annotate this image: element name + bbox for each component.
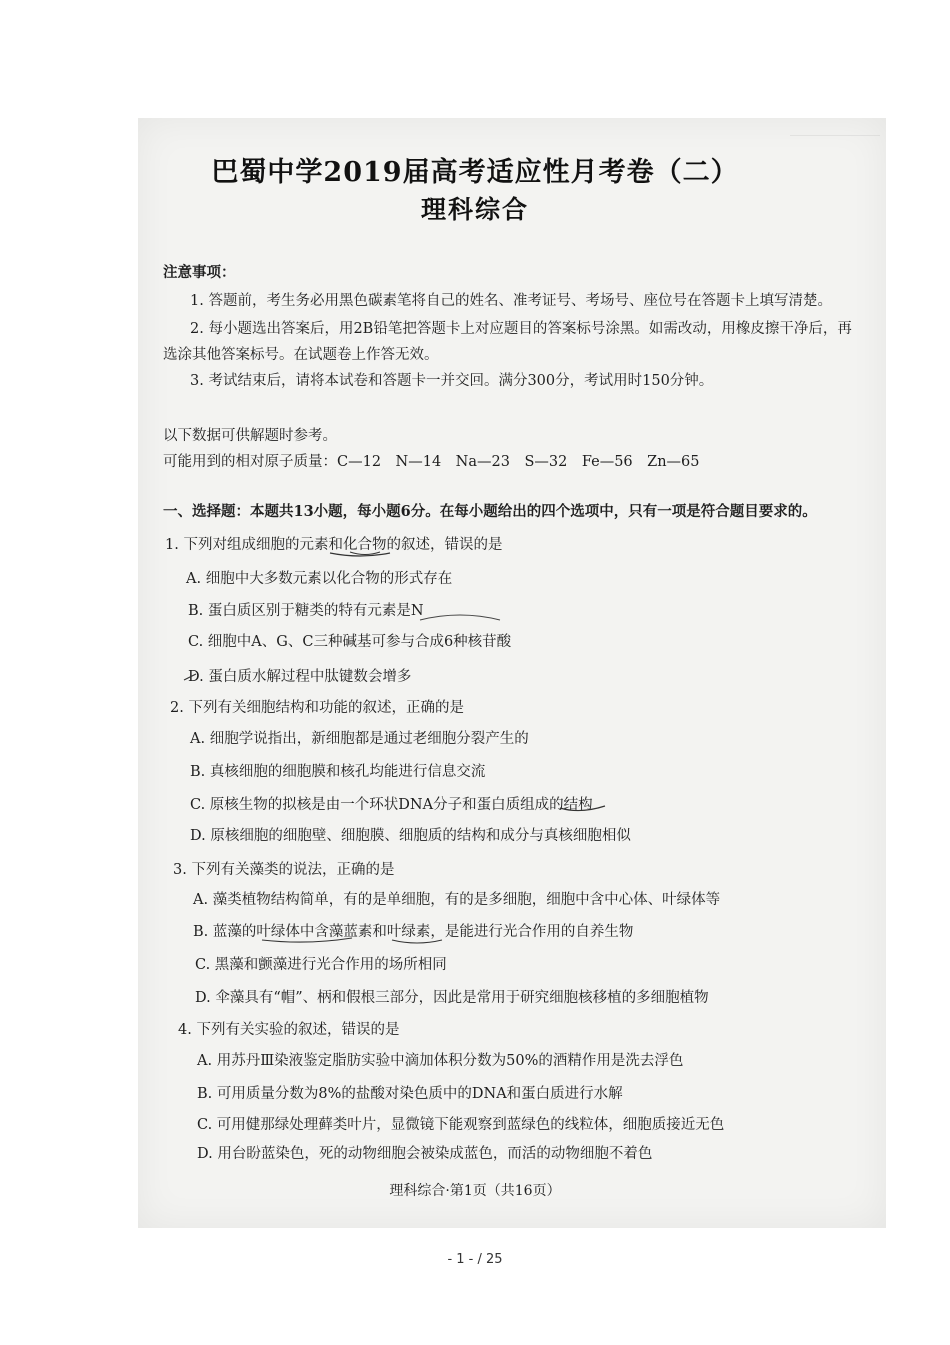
question-2-option-b: B. 真核细胞的细胞膜和核孔均能进行信息交流 (190, 764, 486, 780)
question-4-stem: 4. 下列有关实验的叙述，错误的是 (178, 1022, 400, 1038)
section-heading: 一、选择题：本题共13小题，每小题6分。在每小题给出的四个选项中，只有一项是符合题目要求的。 (163, 503, 817, 520)
exam-subtitle: 理科综合 (420, 195, 529, 224)
question-3-option-c: C. 黑藻和颤藻进行光合作用的场所相同 (195, 957, 447, 973)
exam-page-footer: 理科综合·第1页（共16页） (389, 1183, 561, 1199)
question-2-option-a: A. 细胞学说指出，新细胞都是通过老细胞分裂产生的 (190, 731, 529, 747)
reference-intro: 以下数据可供解题时参考。 (163, 428, 337, 444)
question-4-option-c: C. 可用健那绿处理藓类叶片，显微镜下能观察到蓝绿色的线粒体，细胞质接近无色 (197, 1117, 725, 1133)
question-1-option-b: B. 蛋白质区别于糖类的特有元素是N (188, 603, 424, 619)
notice-item-2-cont: 选涂其他答案标号。在试题卷上作答无效。 (163, 347, 439, 363)
notice-heading: 注意事项： (163, 264, 236, 281)
question-3-option-a: A. 藻类植物结构简单，有的是单细胞，有的是多细胞，细胞中含中心体、叶绿体等 (193, 892, 721, 908)
question-1-stem: 1. 下列对组成细胞的元素和化合物的叙述，错误的是 (165, 537, 503, 553)
notice-item-2: 2. 每小题选出答案后，用2B铅笔把答题卡上对应题目的答案标号涂黑。如需改动，用橡皮擦干净后，再 (190, 321, 852, 337)
notice-item-3: 3. 考试结束后，请将本试卷和答题卡一并交回。满分300分，考试用时150分钟。 (190, 373, 714, 389)
atomic-masses: 可能用到的相对原子质量：C—12 N—14 Na—23 S—32 Fe—56 Zn—65 (163, 454, 700, 470)
question-2-stem: 2. 下列有关细胞结构和功能的叙述，正确的是 (170, 700, 464, 716)
question-3-option-b: B. 蓝藻的叶绿体中含藻蓝素和叶绿素，是能进行光合作用的自养生物 (193, 924, 634, 940)
notice-item-1: 1. 答题前，考生务必用黑色碳素笔将自己的姓名、准考证号、考场号、座位号在答题卡上填写清楚。 (190, 293, 832, 309)
question-2-option-c: C. 原核生物的拟核是由一个环状DNA分子和蛋白质组成的结构 (190, 797, 593, 813)
question-4-option-a: A. 用苏丹Ⅲ染液鉴定脂肪实验中滴加体积分数为50%的酒精作用是洗去浮色 (197, 1053, 684, 1069)
question-3-stem: 3. 下列有关藻类的说法，正确的是 (173, 862, 395, 878)
document-page-number: - 1 - / 25 (447, 1252, 503, 1267)
question-2-option-d: D. 原核细胞的细胞壁、细胞膜、细胞质的结构和成分与真核细胞相似 (190, 828, 631, 844)
question-4-option-b: B. 可用质量分数为8%的盐酸对染色质中的DNA和蛋白质进行水解 (197, 1086, 623, 1102)
question-1-option-d: D. 蛋白质水解过程中肽键数会增多 (188, 669, 412, 685)
question-4-option-d: D. 用台盼蓝染色，死的动物细胞会被染成蓝色，而活的动物细胞不着色 (197, 1146, 653, 1162)
exam-title: 巴蜀中学2019届高考适应性月考卷（二） (211, 157, 739, 188)
question-1-option-a: A. 细胞中大多数元素以化合物的形式存在 (186, 571, 453, 587)
question-1-option-c: C. 细胞中A、G、C三种碱基可参与合成6种核苷酸 (188, 634, 512, 650)
question-3-option-d: D. 伞藻具有“帽”、柄和假根三部分，因此是常用于研究细胞核移植的多细胞植物 (195, 990, 709, 1006)
